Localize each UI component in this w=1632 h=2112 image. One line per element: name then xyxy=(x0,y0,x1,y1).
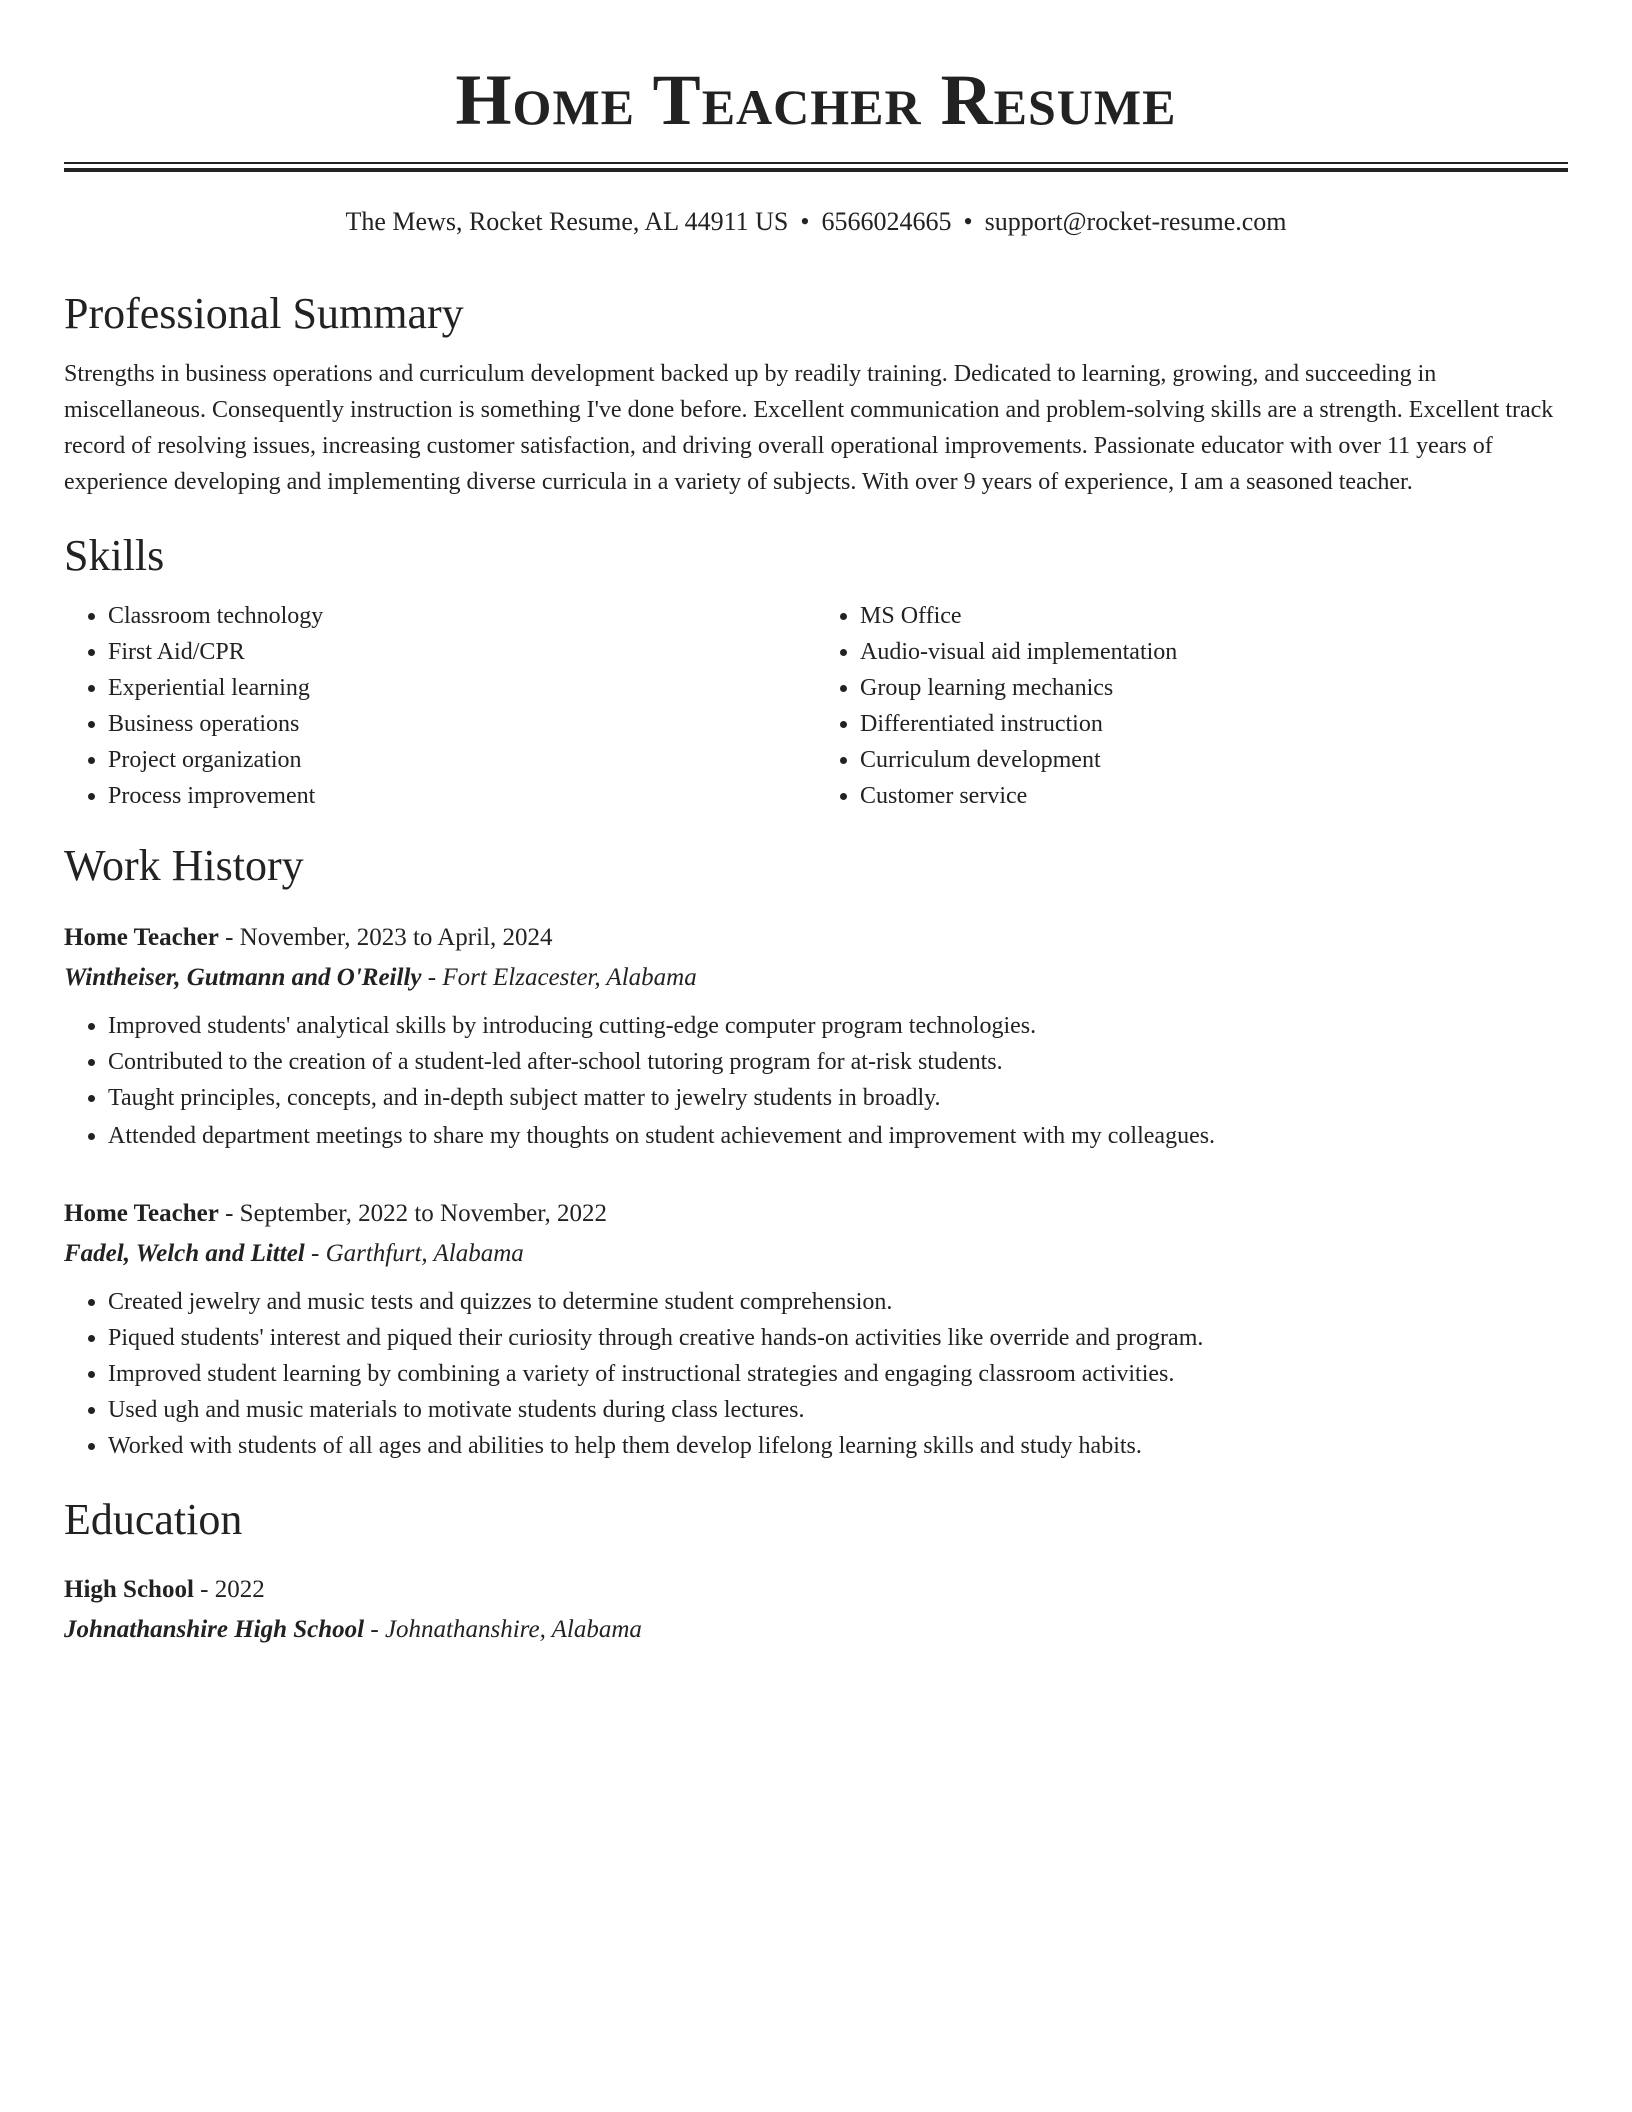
job-bullet: • Piqued students' interest and piqued their curiosity through creative hands-on activities like override and program. xyxy=(108,1320,1568,1356)
contact-separator: • xyxy=(963,207,973,236)
job-bullet: • Improved student learning by combining a variety of instructional strategies and engaging classroom activities. xyxy=(108,1356,1568,1392)
contact-separator: • xyxy=(800,207,810,236)
education-school-line: Johnathanshire High School - Johnathanshire, Alabama xyxy=(64,1616,642,1643)
education-degree: High School xyxy=(64,1576,194,1603)
skill-item: • Business operations xyxy=(108,706,816,742)
job-bullet: • Used ugh and music materials to motivate students during class lectures. xyxy=(108,1392,1568,1428)
contact-email: support@rocket-resume.com xyxy=(984,207,1287,236)
skill-item: • First Aid/CPR xyxy=(108,634,816,670)
resume-page xyxy=(64,0,1568,1650)
job-title-line: Home Teacher - November, 2023 to April, 2024 xyxy=(64,924,553,951)
title-double-rule xyxy=(64,162,1568,172)
job-bullet: • Improved students' analytical skills by introducing cutting-edge computer program technologies. xyxy=(108,1008,1568,1044)
job-dates: September, 2022 to November, 2022 xyxy=(239,1200,608,1227)
job-company-line: Wintheiser, Gutmann and O'Reilly - Fort Elzacester, Alabama xyxy=(64,964,697,991)
skills-column-right xyxy=(816,598,1568,814)
job-bullet: • Taught principles, concepts, and in-depth subject matter to jewelry students in broadly. xyxy=(108,1080,1568,1116)
job-dates: November, 2023 to April, 2024 xyxy=(239,924,553,951)
skill-item: • Group learning mechanics xyxy=(860,670,1568,706)
skills-column-left xyxy=(64,598,816,814)
job-title: Home Teacher xyxy=(64,924,219,951)
job-company: Fadel, Welch and Littel xyxy=(64,1240,305,1267)
contact-phone: 6566024665 xyxy=(821,207,952,236)
work-history-heading: Work History xyxy=(64,841,304,890)
education-degree-line: High School - 2022 xyxy=(64,1576,265,1603)
job-company-line: Fadel, Welch and Littel - Garthfurt, Alabama xyxy=(64,1240,524,1267)
contact-line xyxy=(64,202,1568,242)
job-entry xyxy=(64,918,1568,1154)
education-school: Johnathanshire High School xyxy=(64,1616,365,1643)
resume-title: Home Teacher Resume xyxy=(455,60,1177,140)
skill-item: • Audio-visual aid implementation xyxy=(860,634,1568,670)
job-bullet: • Attended department meetings to share my thoughts on student achievement and improvement with my colleagues. xyxy=(108,1116,1568,1154)
summary-text: Strengths in business operations and curriculum development backed up by readily training. Dedicated to learning, growing, and succeeding in miscellaneous. Consequently instruction is something I've done before. Excellent communication and problem-solving skills are a strength. Excellent track record of resolving issues, increasing customer satisfaction, and driving overall operational improvements. Passionate educator with over 11 years of experience developing and implementing diverse curricula in a variety of subjects. With over 9 years of experience, I am a seasoned teacher. xyxy=(64,361,1554,495)
job-title: Home Teacher xyxy=(64,1200,219,1227)
skill-item: • Curriculum development xyxy=(860,742,1568,778)
contact-address: The Mews, Rocket Resume, AL 44911 US xyxy=(345,207,789,236)
job-company: Wintheiser, Gutmann and O'Reilly xyxy=(64,964,422,991)
job-title-line: Home Teacher - September, 2022 to November, 2022 xyxy=(64,1200,608,1227)
skill-item: • Experiential learning xyxy=(108,670,816,706)
skill-item: • Classroom technology xyxy=(108,598,816,634)
skill-item: • MS Office xyxy=(860,598,1568,634)
job-bullet: • Worked with students of all ages and abilities to help them develop lifelong learning skills and study habits. xyxy=(108,1428,1568,1464)
education-year: 2022 xyxy=(214,1576,265,1603)
job-bullets xyxy=(64,1284,1568,1464)
education-location: Johnathanshire, Alabama xyxy=(384,1616,642,1643)
job-bullet: • Created jewelry and music tests and quizzes to determine student comprehension. xyxy=(108,1284,1568,1320)
skills-list xyxy=(64,598,1568,814)
job-entry xyxy=(64,1194,1568,1464)
job-location: Garthfurt, Alabama xyxy=(325,1240,524,1267)
education-entry xyxy=(64,1570,1568,1650)
job-bullet: • Contributed to the creation of a student-led after-school tutoring program for at-risk students. xyxy=(108,1044,1568,1080)
skill-item: • Differentiated instruction xyxy=(860,706,1568,742)
skill-item: • Customer service xyxy=(860,778,1568,814)
skill-item: • Process improvement xyxy=(108,778,816,814)
skill-item: • Project organization xyxy=(108,742,816,778)
job-location: Fort Elzacester, Alabama xyxy=(442,964,697,991)
education-heading: Education xyxy=(64,1495,243,1544)
skills-heading: Skills xyxy=(64,531,165,580)
job-bullets xyxy=(64,1008,1568,1154)
summary-heading: Professional Summary xyxy=(64,289,464,338)
